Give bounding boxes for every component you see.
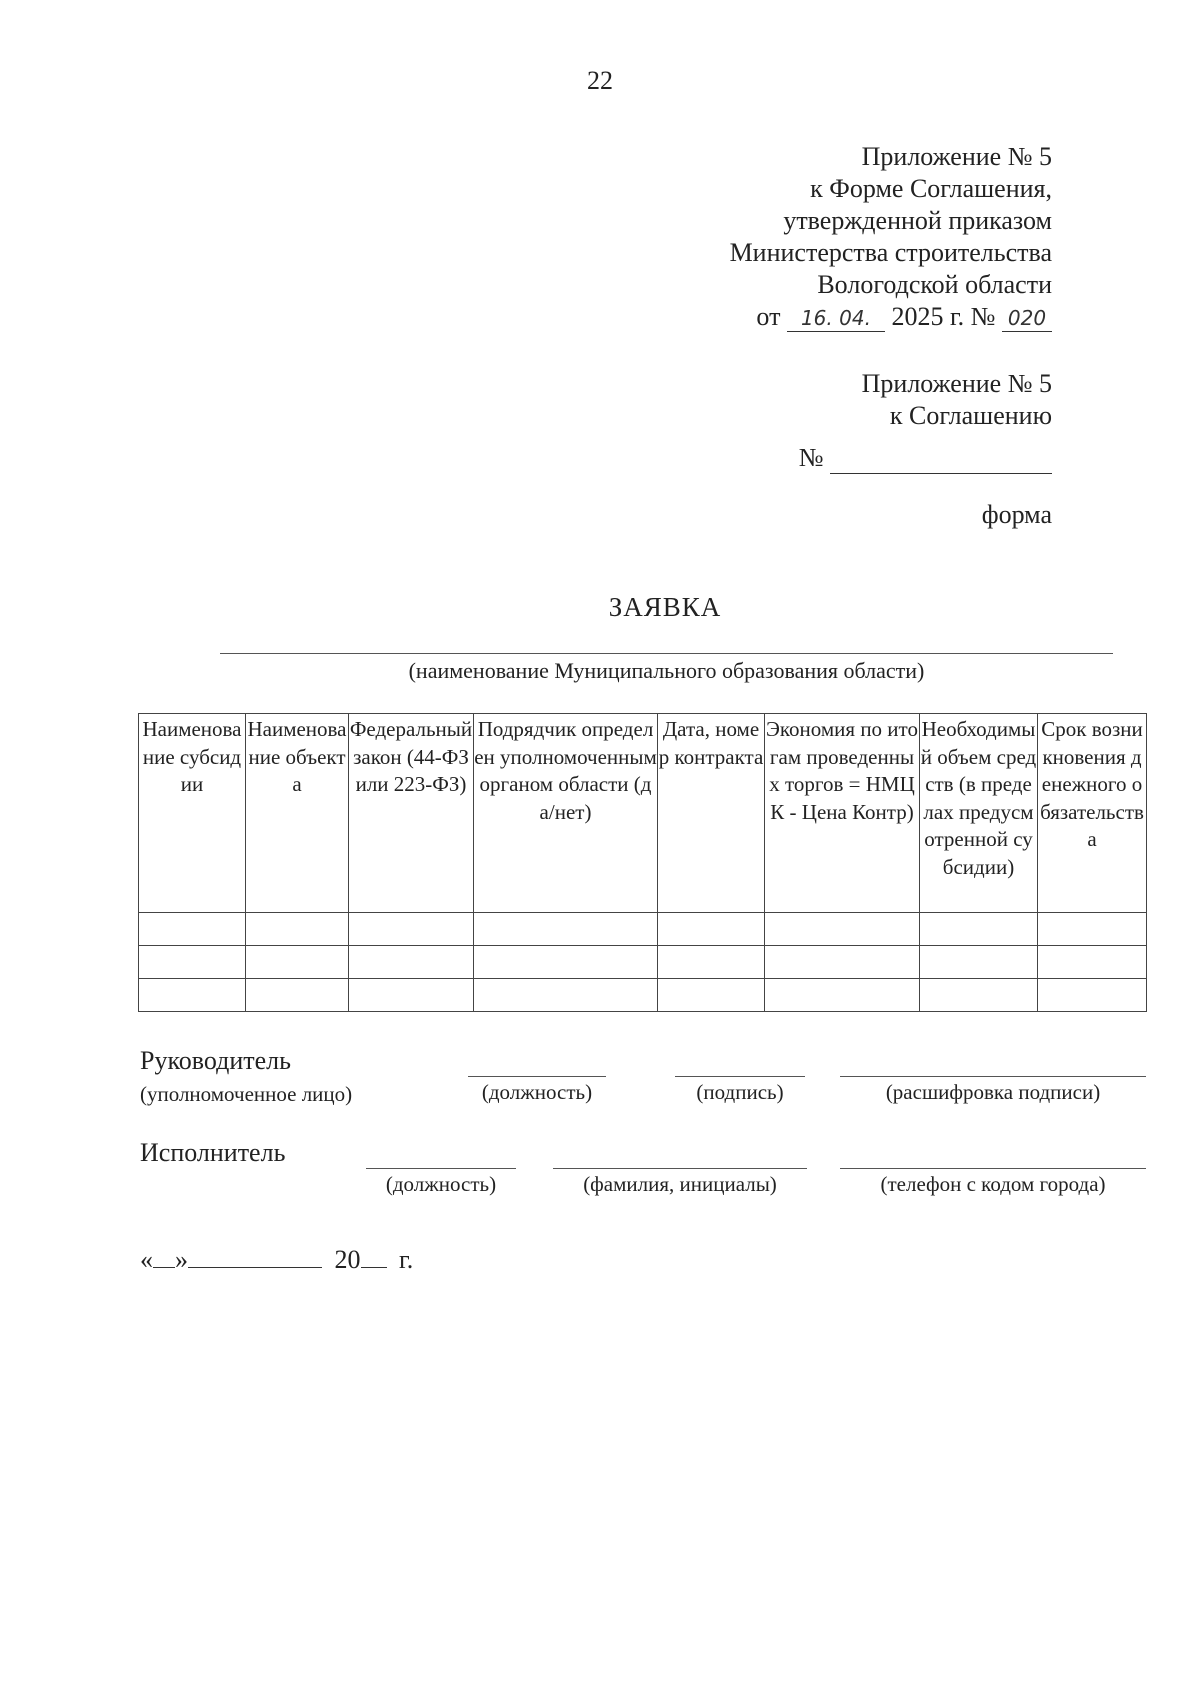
table-cell[interactable] bbox=[765, 946, 920, 979]
order-year-text: 2025 г. № bbox=[891, 302, 996, 331]
appendix-agreement-line2: к Соглашению bbox=[889, 401, 1052, 430]
table-cell[interactable] bbox=[139, 979, 246, 1012]
municipality-caption: (наименование Муниципального образования области) bbox=[408, 658, 925, 683]
date-prefix: от bbox=[756, 302, 781, 331]
footer-day-field[interactable] bbox=[153, 1243, 175, 1268]
appendix-order-block bbox=[492, 141, 1052, 333]
table-cell[interactable] bbox=[658, 913, 765, 946]
table-cell[interactable] bbox=[474, 913, 658, 946]
head-signature-decoding-caption: (расшифровка подписи) bbox=[885, 1080, 1101, 1104]
table-cell[interactable] bbox=[765, 913, 920, 946]
footer-century: 20 bbox=[334, 1245, 361, 1274]
executor-name-line[interactable] bbox=[553, 1168, 807, 1169]
appendix-order-line2: к Форме Соглашения, bbox=[810, 174, 1052, 203]
head-signature-decoding-line[interactable] bbox=[840, 1076, 1146, 1077]
table-cell[interactable] bbox=[765, 979, 920, 1012]
head-position-caption: (должность) bbox=[481, 1080, 593, 1104]
header-subsidy-name: Наименование субсидии bbox=[139, 714, 246, 913]
head-label: Руководитель bbox=[140, 1046, 291, 1075]
table-row bbox=[139, 913, 1147, 946]
appendix-order-line4: Министерства строительства bbox=[729, 238, 1052, 267]
order-date-field: 16. 04. bbox=[787, 305, 885, 332]
appendix-order-line1: Приложение № 5 bbox=[861, 142, 1052, 171]
table-cell[interactable] bbox=[1038, 913, 1147, 946]
table-cell[interactable] bbox=[474, 979, 658, 1012]
executor-name-caption: (фамилия, инициалы) bbox=[583, 1172, 777, 1196]
appendix-agreement-block bbox=[492, 368, 1052, 474]
table-cell[interactable] bbox=[246, 979, 349, 1012]
header-required-funds: Необходимый объем средств (в пределах предусмотренной субсидии) bbox=[920, 714, 1038, 913]
table-cell[interactable] bbox=[474, 946, 658, 979]
executor-position-line[interactable] bbox=[366, 1168, 516, 1169]
table-cell[interactable] bbox=[658, 979, 765, 1012]
footer-open-quote: « bbox=[140, 1245, 153, 1274]
header-obligation-term: Срок возникновения денежного обязательства bbox=[1038, 714, 1147, 913]
table-cell[interactable] bbox=[349, 979, 474, 1012]
table-cell[interactable] bbox=[349, 946, 474, 979]
agreement-number-line bbox=[492, 442, 1052, 474]
table-cell[interactable] bbox=[246, 946, 349, 979]
executor-label: Исполнитель bbox=[140, 1138, 286, 1167]
head-position-line[interactable] bbox=[468, 1076, 606, 1077]
executor-phone-caption: (телефон с кодом города) bbox=[880, 1172, 1106, 1196]
municipality-name-line bbox=[220, 653, 1113, 654]
executor-position-caption: (должность) bbox=[385, 1172, 497, 1196]
header-object-name: Наименование объекта bbox=[246, 714, 349, 913]
table-cell[interactable] bbox=[139, 913, 246, 946]
table-cell[interactable] bbox=[349, 913, 474, 946]
table-cell[interactable] bbox=[139, 946, 246, 979]
appendix-order-line3: утвержденной приказом bbox=[783, 206, 1052, 235]
appendix-order-date-line bbox=[492, 301, 1052, 333]
table-row bbox=[139, 979, 1147, 1012]
table-cell[interactable] bbox=[658, 946, 765, 979]
agreement-number-field bbox=[830, 447, 1052, 474]
footer-close-quote: » bbox=[175, 1245, 188, 1274]
head-signature-line[interactable] bbox=[675, 1076, 805, 1077]
header-federal-law: Федеральный закон (44-ФЗ или 223-ФЗ) bbox=[349, 714, 474, 913]
document-title: ЗАЯВКА bbox=[608, 592, 722, 622]
executor-phone-line[interactable] bbox=[840, 1168, 1146, 1169]
form-label: форма bbox=[981, 500, 1052, 529]
table-cell[interactable] bbox=[1038, 979, 1147, 1012]
header-savings: Экономия по итогам проведенных торгов = НМЦК - Цена Контр) bbox=[765, 714, 920, 913]
table-header-row bbox=[139, 714, 1147, 913]
table-cell[interactable] bbox=[1038, 946, 1147, 979]
footer-month-field[interactable] bbox=[188, 1243, 322, 1268]
appendix-order-line5: Вологодской области bbox=[817, 270, 1052, 299]
footer-date bbox=[140, 1243, 413, 1275]
agreement-number-prefix: № bbox=[798, 443, 824, 472]
table-cell[interactable] bbox=[246, 913, 349, 946]
header-contract-date-number: Дата, номер контракта bbox=[658, 714, 765, 913]
order-number-field: 020 bbox=[1002, 305, 1052, 332]
footer-year-suffix: г. bbox=[399, 1245, 414, 1274]
head-sublabel: (уполномоченное лицо) bbox=[140, 1082, 353, 1106]
footer-year-field[interactable] bbox=[361, 1243, 387, 1268]
page-number: 22 bbox=[587, 66, 613, 95]
table-row bbox=[139, 946, 1147, 979]
head-signature-caption: (подпись) bbox=[696, 1080, 784, 1104]
table-cell[interactable] bbox=[920, 946, 1038, 979]
table-cell[interactable] bbox=[920, 979, 1038, 1012]
table-cell[interactable] bbox=[920, 913, 1038, 946]
appendix-agreement-line1: Приложение № 5 bbox=[861, 369, 1052, 398]
header-contractor: Подрядчик определен уполномоченным органом области (да/нет) bbox=[474, 714, 658, 913]
application-table bbox=[138, 713, 1147, 1012]
